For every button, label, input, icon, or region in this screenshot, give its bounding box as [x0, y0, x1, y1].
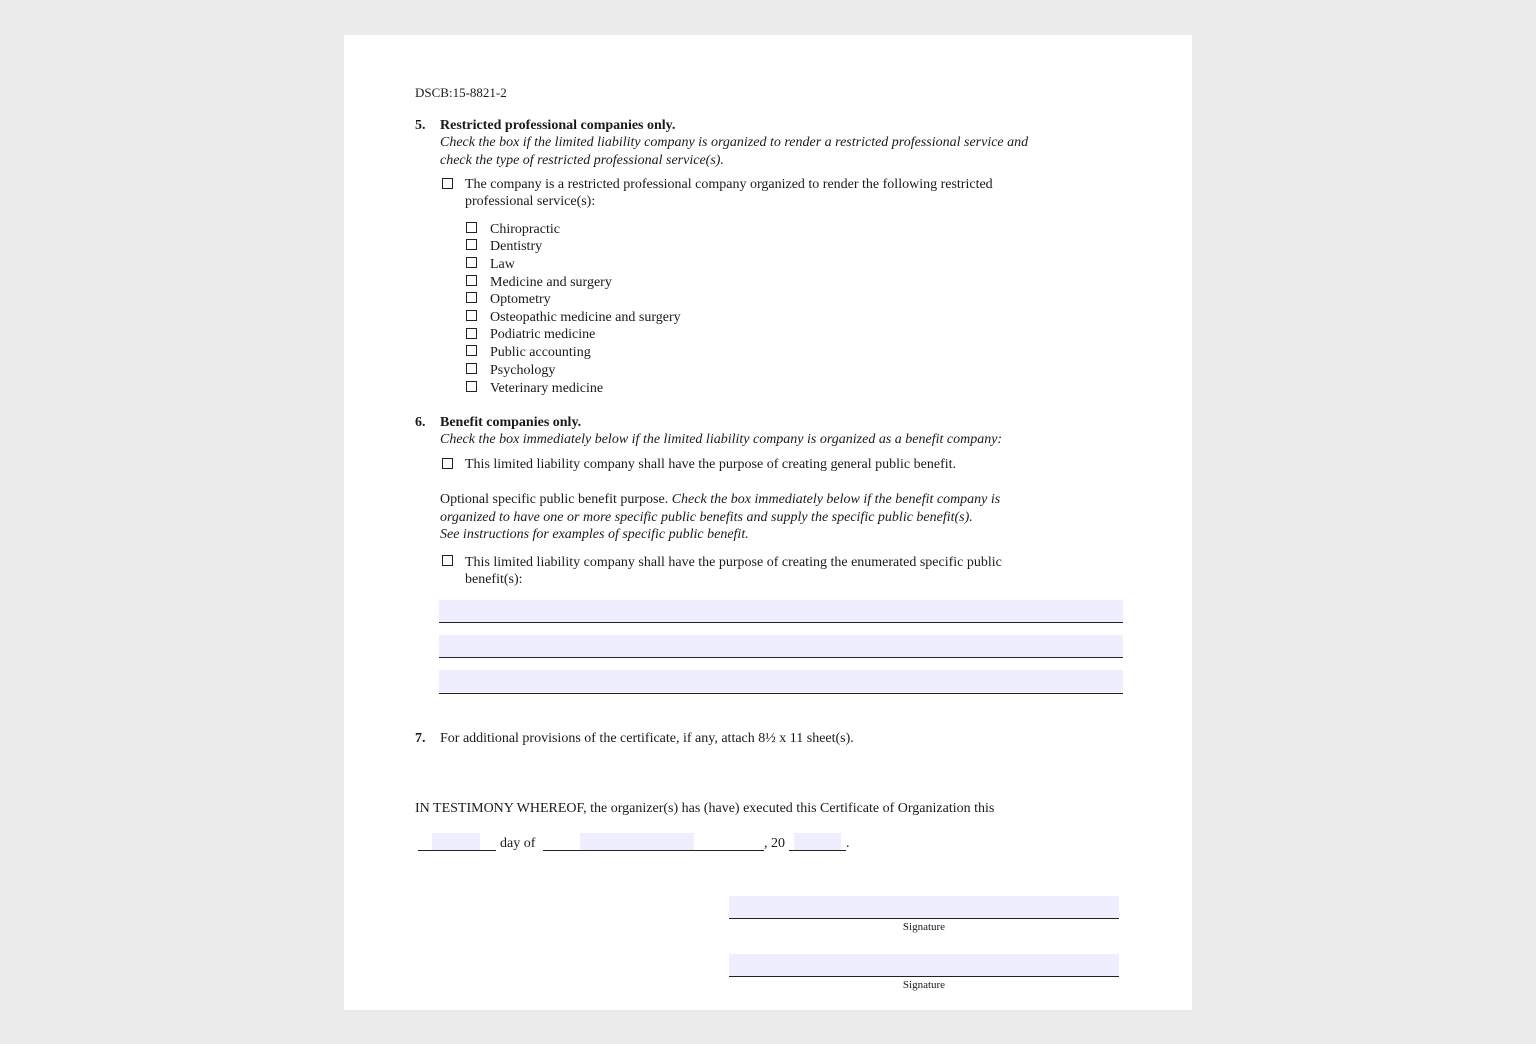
service-label-podiatric: Podiatric medicine	[490, 327, 596, 342]
month-input[interactable]	[580, 833, 694, 850]
section-7-number: 7.	[415, 731, 426, 746]
service-checkbox-psychology[interactable]	[466, 363, 477, 374]
optional-benefit-instruction-3: See instructions for examples of specific public benefit.	[440, 527, 749, 542]
optional-benefit-instr: Check the box immediately below if the benefit company is	[671, 492, 1001, 507]
month-rule	[543, 850, 764, 851]
section-5-title: Restricted professional companies only.	[440, 118, 676, 133]
restricted-company-label-2: professional service(s):	[465, 194, 596, 209]
form-page	[344, 35, 1192, 1010]
restricted-company-label-1: The company is a restricted professional company organized to render the following restricted	[465, 177, 993, 192]
date-period: .	[846, 836, 850, 851]
service-checkbox-law[interactable]	[466, 257, 477, 268]
service-checkbox-optometry[interactable]	[466, 292, 477, 303]
service-label-psychology: Psychology	[490, 363, 556, 378]
form-id: DSCB:15-8821-2	[415, 85, 507, 100]
optional-benefit-instruction-2: organized to have one or more specific public benefits and supply the specific public benefit(s).	[440, 510, 973, 525]
general-benefit-checkbox[interactable]	[442, 458, 453, 469]
optional-benefit-instruction-1	[440, 491, 1000, 509]
benefit-line-3-rule	[439, 693, 1123, 694]
benefit-line-2-rule	[439, 657, 1123, 658]
service-label-accounting: Public accounting	[490, 345, 591, 360]
signature-rule-1	[729, 918, 1119, 919]
year-input[interactable]	[794, 833, 841, 850]
service-label-medicine: Medicine and surgery	[490, 275, 612, 290]
day-rule	[418, 850, 496, 851]
service-label-dentistry: Dentistry	[490, 239, 543, 254]
benefit-line-1-rule	[439, 622, 1123, 623]
service-label-osteopathic: Osteopathic medicine and surgery	[490, 310, 681, 325]
section-7-text: For additional provisions of the certificate, if any, attach 8½ x 11 sheet(s).	[440, 731, 854, 746]
service-checkbox-dentistry[interactable]	[466, 239, 477, 250]
signature-label-2: Signature	[902, 979, 946, 991]
general-benefit-label: This limited liability company shall have the purpose of creating general public benefit.	[465, 457, 957, 472]
testimony-text: IN TESTIMONY WHEREOF, the organizer(s) has (have) executed this Certificate of Organization this	[415, 801, 995, 816]
section-6-title: Benefit companies only.	[440, 415, 582, 430]
section-6-number: 6.	[415, 415, 426, 430]
section-5-number: 5.	[415, 118, 426, 133]
section-5-instruction-2: check the type of restricted professional service(s).	[440, 153, 724, 168]
specific-benefit-label-2: benefit(s):	[465, 572, 523, 587]
restricted-company-checkbox[interactable]	[442, 178, 453, 189]
year-prefix: , 20	[764, 836, 785, 851]
signature-rule-2	[729, 976, 1119, 977]
signature-input-2[interactable]	[729, 954, 1119, 976]
service-label-chiropractic: Chiropractic	[490, 222, 560, 237]
section-6-instruction: Check the box immediately below if the limited liability company is organized as a benefit company:	[440, 432, 1003, 447]
day-input[interactable]	[432, 833, 480, 850]
service-label-optometry: Optometry	[490, 292, 551, 307]
signature-label-1: Signature	[902, 921, 946, 933]
section-5-instruction-1: Check the box if the limited liability company is organized to render a restricted professional service and	[440, 135, 1029, 150]
service-checkbox-accounting[interactable]	[466, 345, 477, 356]
benefit-input-2[interactable]	[439, 635, 1123, 657]
signature-input-1[interactable]	[729, 896, 1119, 918]
service-checkbox-medicine[interactable]	[466, 275, 477, 286]
service-checkbox-osteopathic[interactable]	[466, 310, 477, 321]
optional-benefit-lead: Optional specific public benefit purpose.	[440, 492, 669, 507]
service-label-veterinary: Veterinary medicine	[490, 381, 604, 396]
service-checkbox-veterinary[interactable]	[466, 381, 477, 392]
service-checkbox-podiatric[interactable]	[466, 328, 477, 339]
service-checkbox-chiropractic[interactable]	[466, 222, 477, 233]
specific-benefit-label-1: This limited liability company shall have the purpose of creating the enumerated specific public	[465, 555, 1002, 570]
benefit-input-1[interactable]	[439, 600, 1123, 622]
day-of-label: day of	[500, 836, 536, 851]
year-rule	[789, 850, 846, 851]
specific-benefit-checkbox[interactable]	[442, 555, 453, 566]
benefit-input-3[interactable]	[439, 670, 1123, 692]
service-label-law: Law	[490, 257, 515, 272]
